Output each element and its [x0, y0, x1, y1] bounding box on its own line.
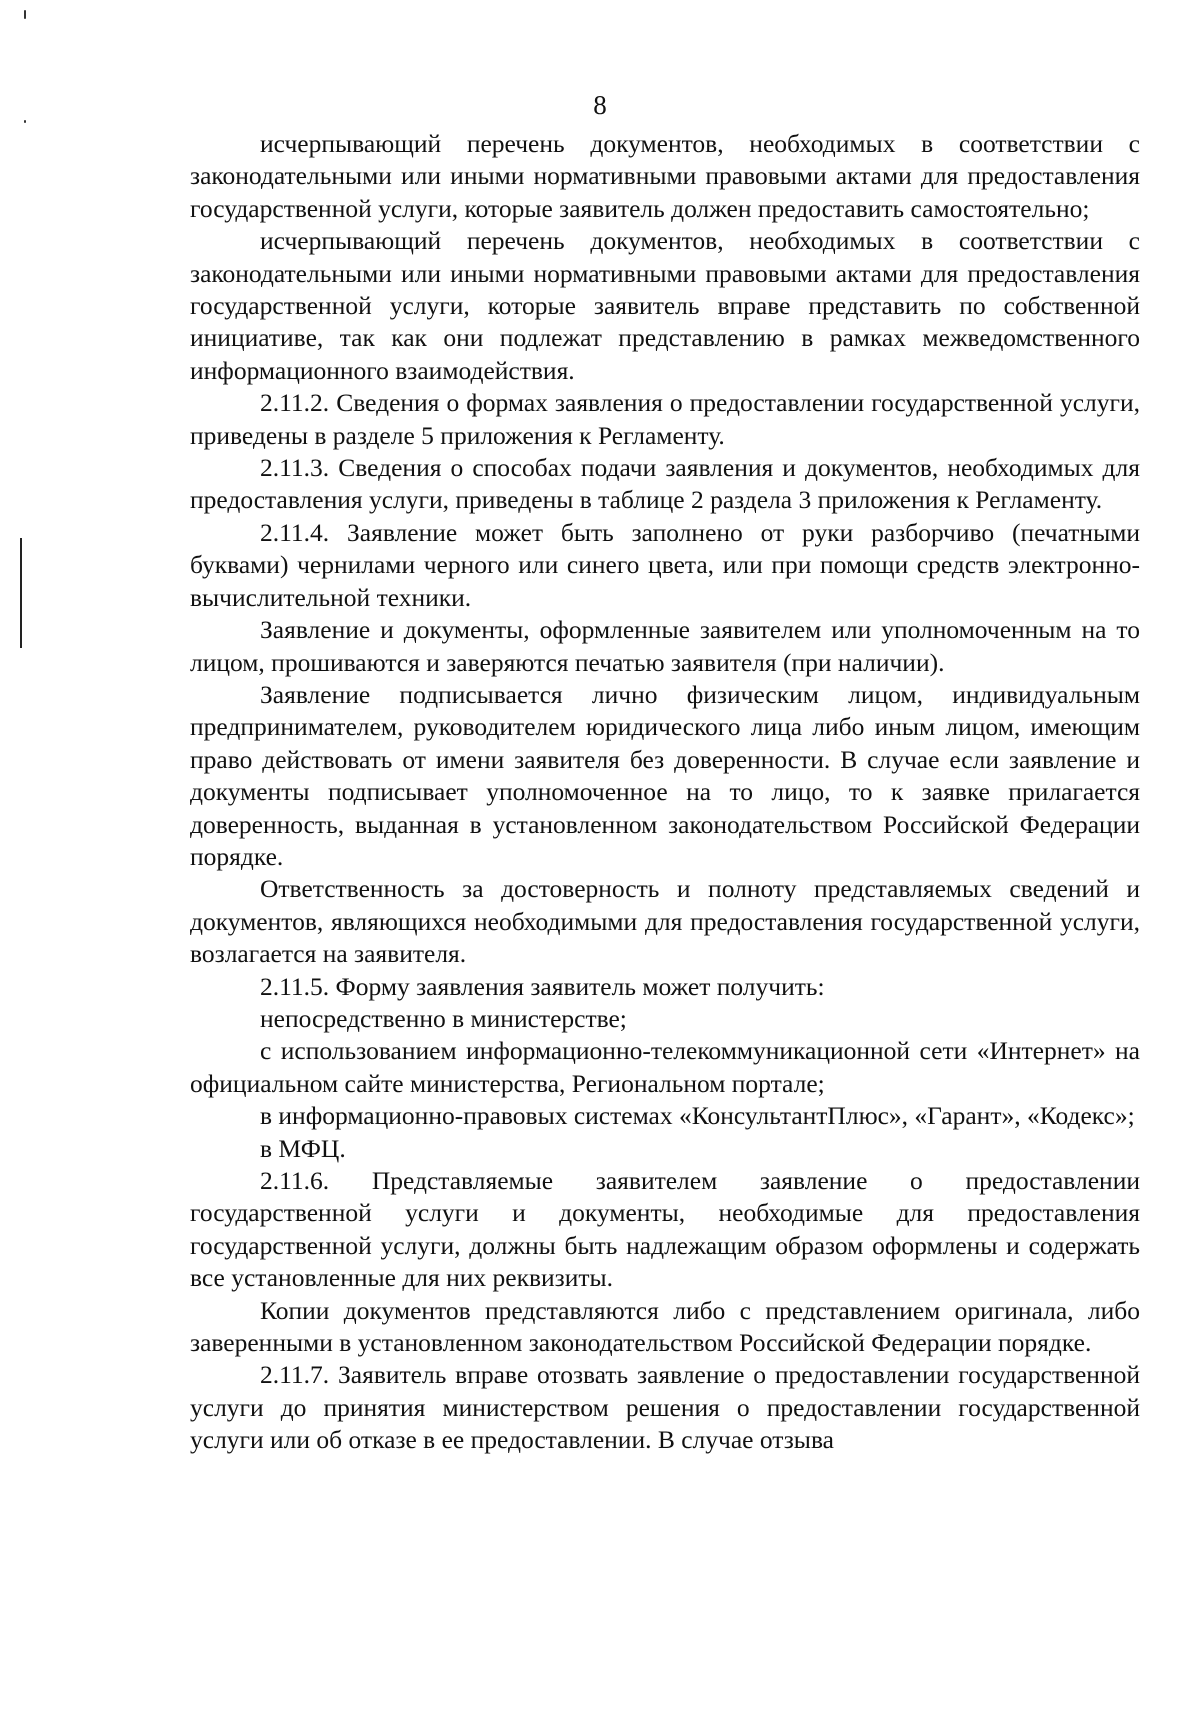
paragraph-9: 2.11.5. Форму заявления заявитель может получить:	[260, 971, 825, 1001]
paragraph-1: исчерпывающий перечень документов, необходимых в соответствии с законодательными или иными нормативными правовыми актами для предоставления государственной услуги, которые заявитель должен предоставить самостоятельно;	[190, 129, 1140, 223]
paragraph-10: непосредственно в министерстве;	[260, 1003, 627, 1033]
paragraph-15: Копии документов представляются либо с представлением оригинала, либо заверенными в установленном законодательством Российской Федерации порядке.	[190, 1295, 1140, 1358]
paragraph-7: Заявление подписывается лично физическим лицом, индивидуальным предпринимателем, руководителем юридического лица либо иным лицом, имеющим право действовать от имени заявителя без доверенности. В случае если заявление и документы подписывает уполномоченное на то лицо, то к заявке прилагается доверенность, выданная в установленном законодательством Российской Федерации порядке.	[190, 679, 1140, 871]
paragraph-8: Ответственность за достоверность и полноту представляемых сведений и документов, являющихся необходимыми для предоставления государственной услуги, возлагается на заявителя.	[190, 874, 1140, 969]
paragraph-16: 2.11.7. Заявитель вправе отозвать заявление о предоставлении государственной услуги до принятия министерством решения о предоставлении государственной услуги или об отказе в ее предоставлении. В случае отзыва	[190, 1360, 1140, 1455]
paragraph-2: исчерпывающий перечень документов, необходимых в соответствии с законодательными или иными нормативными правовыми актами для предоставления государственной услуги, которые заявитель вправе представить по собственной инициативе, так как они подлежат представлению в рамках межведомственного информационного взаимодействия.	[190, 226, 1140, 385]
paragraph-3: 2.11.2. Сведения о формах заявления о предоставлении государственной услуги, приведены в разделе 5 приложения к Регламенту.	[190, 388, 1140, 450]
paragraph-11: с использованием информационно-телекоммуникационной сети «Интернет» на официальном сайте министерства, Региональном портале;	[190, 1036, 1140, 1098]
margin-line-left	[20, 538, 22, 648]
paragraph-6: Заявление и документы, оформленные заявителем или уполномоченным на то лицом, прошиваются и заверяются печатью заявителя (при наличии).	[190, 615, 1140, 677]
scan-artifact-top	[24, 10, 26, 19]
paragraph-14: 2.11.6. Представляемые заявителем заявление о предоставлении государственной услуги и документы, необходимые для предоставления государственной услуги, должны быть надлежащим образом оформлены и содержать все установленные для них реквизиты.	[190, 1166, 1140, 1293]
paragraph-12: в информационно-правовых системах «КонсультантПлюс», «Гарант», «Кодекс»;	[260, 1101, 1135, 1131]
document-body	[190, 128, 1140, 1457]
paragraph-4: 2.11.3. Сведения о способах подачи заявления и документов, необходимых для предоставления услуги, приведены в таблице 2 раздела 3 приложения к Регламенту.	[190, 453, 1140, 515]
page-number: 8	[593, 90, 607, 120]
paragraph-5: 2.11.4. Заявление может быть заполнено от руки разборчиво (печатными буквами) чернилами черного или синего цвета, или при помощи средств электронно-вычислительной техники.	[190, 517, 1140, 612]
paragraph-13: в МФЦ.	[260, 1133, 346, 1163]
